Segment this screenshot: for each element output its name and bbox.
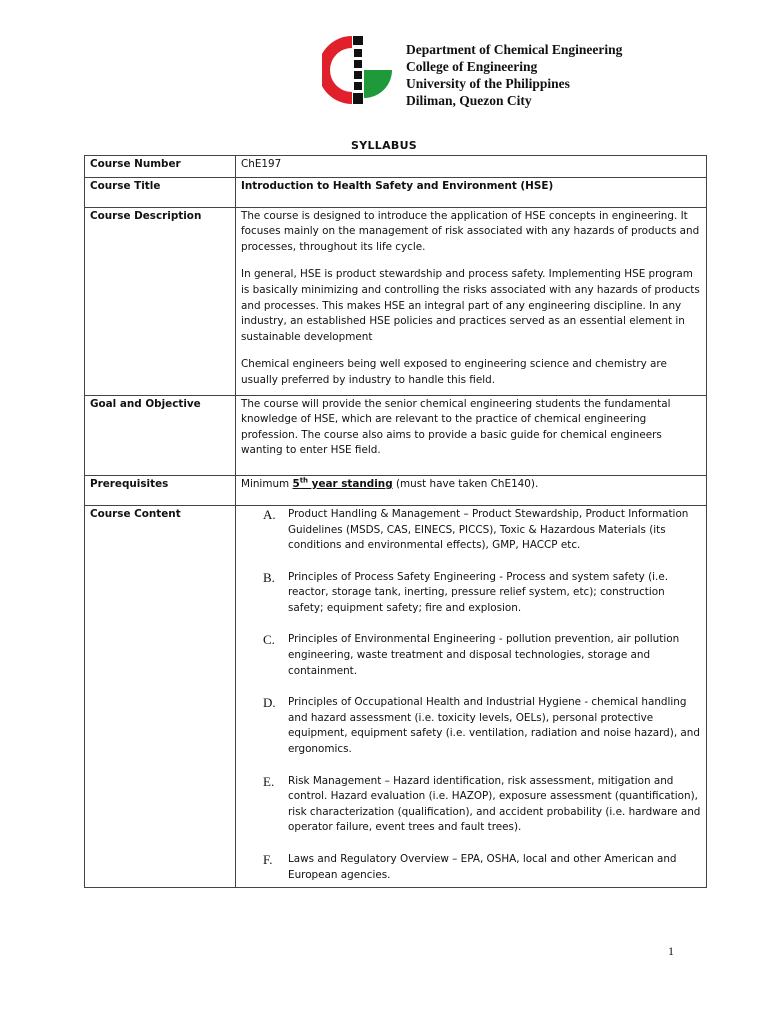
row-course-title [85,177,707,207]
list-item-letter: D. [263,695,276,711]
row-prerequisites [85,475,707,505]
list-item-letter: B. [263,569,275,585]
prerequisites-prefix: Minimum [241,477,293,490]
list-item [263,852,701,883]
course-description-label: Course Description [85,207,236,395]
list-item-letter: A. [263,506,276,522]
course-title-label: Course Title [85,177,236,207]
logo-red-arc [322,36,352,104]
description-paragraph-1: The course is designed to introduce the application of HSE concepts in engineering. It focuses mainly on the management of risk associated with any hazards of products and processes, throughout its life cycle. [241,209,700,253]
page-number: 1 [668,944,674,958]
row-course-number [85,156,707,178]
prerequisites-year-suffix: th [299,476,309,485]
up-che-logo [322,34,394,106]
list-item-text: Principles of Process Safety Engineering - Process and system safety (i.e. reactor, storage tank, inerting, pressure relief system, etc); construction safety; equipment safety; fire and explosion. [288,570,669,614]
logo-bar-bottom [353,93,363,104]
prerequisites-year-text: year standing [308,477,393,490]
goal-objective-label: Goal and Objective [85,395,236,475]
list-item-text: Risk Management – Hazard identification, risk assessment, mitigation and control. Hazard evaluation (i.e. HAZOP), exposure assessment (quantification), risk characterization (qualification), and accident probability (i.e. hardware and operator failure, event trees and fault trees). [288,774,701,834]
list-item-letter: F. [263,852,273,867]
course-content-label: Course Content [85,505,236,887]
list-item-text: Principles of Environmental Engineering - pollution prevention, air pollution engineering, waste treatment and disposal technologies, storage and containment. [288,633,680,677]
logo-bar-top [353,36,363,45]
list-item [263,507,701,554]
goal-objective-value: The course will provide the senior chemical engineering students the fundamental knowledge of HSE, which are relevant to the practice of chemical engineering profession. The course also aims to provide a basic guide for chemical engineers wanting to enter HSE field. [236,395,707,475]
list-item-letter: E. [263,773,275,789]
list-item [263,570,701,617]
document-title: SYLLABUS [350,139,418,152]
list-item [263,774,701,836]
list-item-text: Laws and Regulatory Overview – EPA, OSHA, local and other American and European agencies. [288,853,677,881]
list-item [263,695,701,757]
department-header [406,41,622,109]
course-content-list [241,507,701,883]
logo-bar-2 [354,60,362,68]
logo-bar-1 [354,49,362,57]
course-description-value [236,207,707,395]
header-line-college: College of Engineering [406,59,538,74]
course-number-value: ChE197 [236,156,707,178]
description-paragraph-2: In general, HSE is product stewardship and process safety. Implementing HSE program is basically minimizing and controlling the risks associated with any hazards of products and processes. This makes HSE an integral part of any engineering discipline. In any industry, an established HSE policies and practices served as an essential element in sustainable development [241,268,700,343]
list-item-text: Principles of Occupational Health and Industrial Hygiene - chemical handling and hazard assessment (i.e. toxicity levels, OELs), personal protective equipment, equipment safety (i.e. ventilation, radiation and noise hazard), and ergonomics. [288,696,700,756]
header-line-location: Diliman, Quezon City [406,93,532,108]
syllabus-table [84,155,707,888]
list-item-letter: C. [263,632,275,648]
logo-bar-4 [354,82,362,90]
row-goal-objective [85,395,707,475]
header-line-department: Department of Chemical Engineering [406,42,623,57]
course-content-value [236,505,707,887]
row-course-content [85,505,707,887]
course-number-label: Course Number [85,156,236,178]
list-item [263,632,701,679]
prerequisites-standing [292,478,392,490]
course-title-value: Introduction to Health Safety and Environment (HSE) [236,177,707,207]
prerequisites-suffix: (must have taken ChE140). [392,477,539,490]
prerequisites-value [236,475,707,505]
list-item-text: Product Handling & Management – Product Stewardship, Product Information Guidelines (MSDS, CAS, EINECS, PICCS), Toxic & Hazardous Materials (its conditions and environmental effects), GMP, HACCP etc. [288,507,689,552]
prerequisites-year-number: 5 [292,477,300,490]
header-line-university: University of the Philippines [406,76,570,91]
row-course-description [85,207,707,395]
logo-bar-3 [354,71,362,79]
logo-green-arc [364,70,392,98]
description-paragraph-3: Chemical engineers being well exposed to engineering science and chemistry are usually preferred by industry to handle this field. [241,358,667,386]
prerequisites-label: Prerequisites [85,475,236,505]
